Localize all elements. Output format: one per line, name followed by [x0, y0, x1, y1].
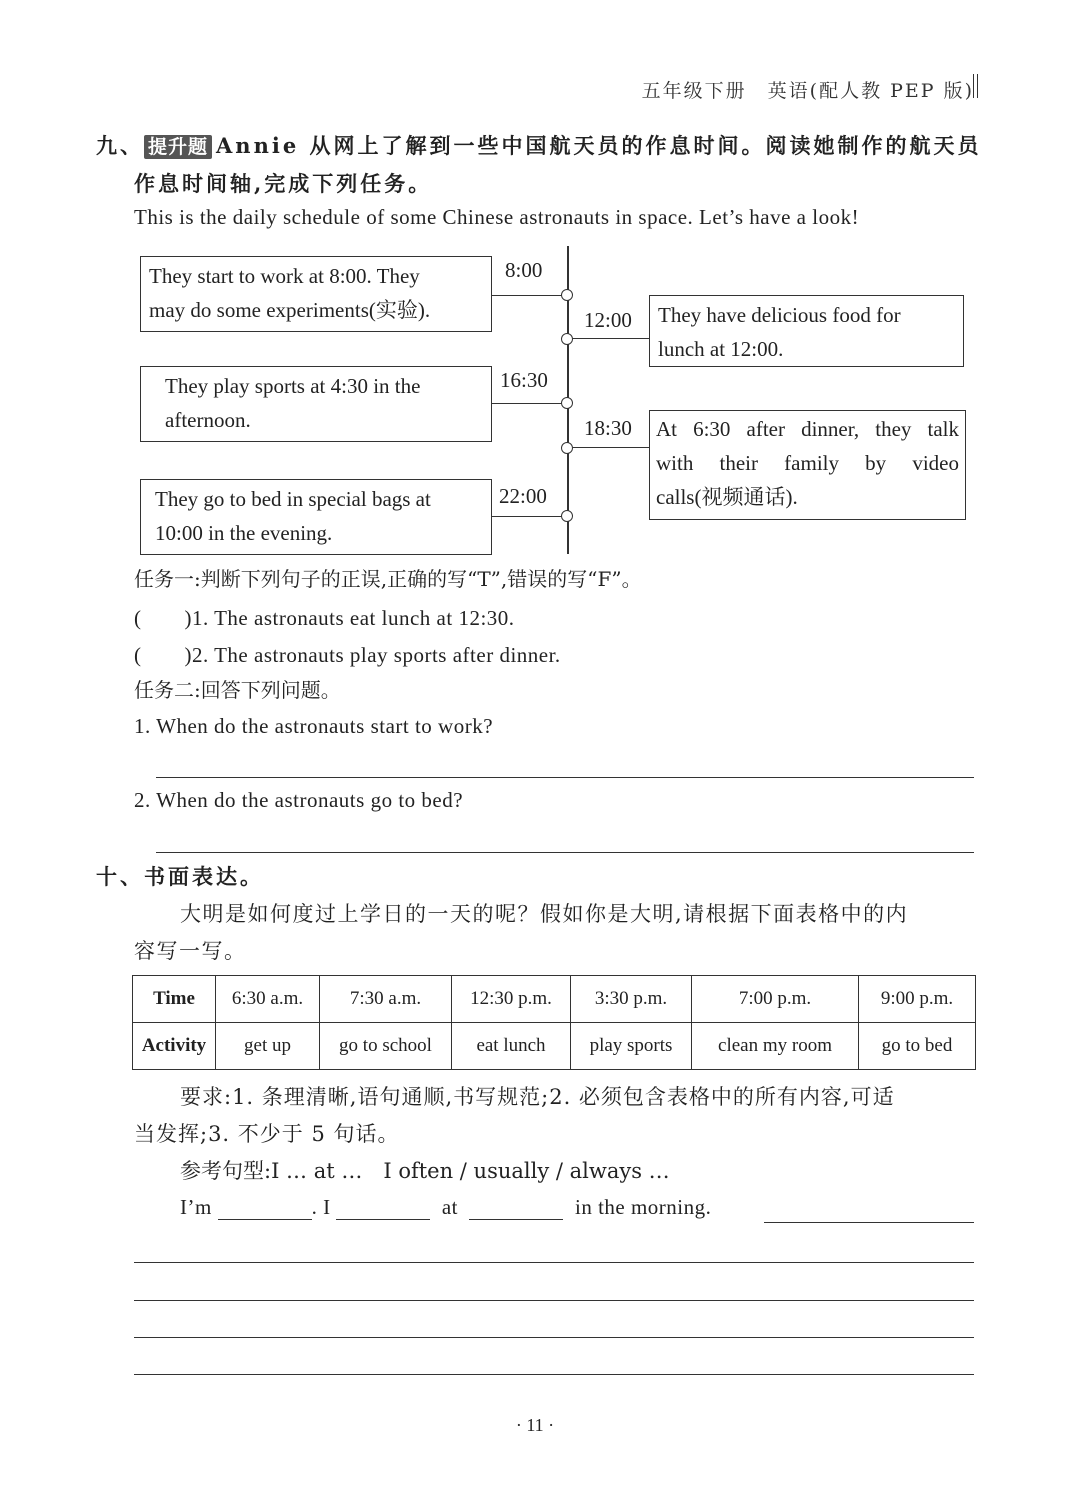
answer-line-2[interactable] — [156, 852, 974, 853]
box-1630-line2: afternoon. — [165, 408, 251, 432]
timeline-box-1830 — [649, 410, 966, 520]
time-cell: 9:00 p.m. — [859, 976, 976, 1023]
connector-0800 — [492, 295, 562, 296]
box-0800-line1: They start to work at 8:00. They — [149, 264, 420, 288]
time-cell: 12:30 p.m. — [452, 976, 571, 1023]
activity-cell: play sports — [571, 1023, 692, 1070]
starter-blank-2[interactable] — [336, 1197, 430, 1220]
difficulty-badge: 提升题 — [144, 135, 212, 159]
connector-1830 — [573, 447, 649, 448]
connector-2200 — [492, 516, 562, 517]
starter-word-4: in the morning. — [574, 1195, 712, 1219]
time-cell: 7:30 a.m. — [320, 976, 452, 1023]
timeline-node-1200 — [561, 333, 573, 345]
page-number: · 11 · — [515, 1415, 555, 1435]
starter-word-1: I’m — [180, 1195, 212, 1219]
timeline-node-0800 — [561, 289, 573, 301]
timeline-box-0800 — [140, 256, 492, 332]
box-1630-line1: They play sports at 4:30 in the — [165, 374, 421, 398]
task2-question-2: 2. When do the astronauts go to bed? — [134, 788, 464, 812]
schedule-table — [132, 975, 976, 1070]
page-header: 五年级下册 英语(配人教 PEP 版) — [641, 80, 974, 102]
box-2200-line2: 10:00 in the evening. — [155, 521, 333, 545]
activity-cell: go to bed — [859, 1023, 976, 1070]
timeline-node-1630 — [561, 397, 573, 409]
box-1830-line1: At 6:30 after dinner, they talk — [656, 417, 959, 441]
activity-cell: clean my room — [692, 1023, 859, 1070]
time-label-1830: 18:30 — [584, 416, 632, 440]
activity-cell: eat lunch — [452, 1023, 571, 1070]
time-cell: 3:30 p.m. — [571, 976, 692, 1023]
box-0800-line2: may do some experiments(实验). — [149, 298, 431, 322]
answer-line-1[interactable] — [156, 777, 974, 778]
time-label-1630: 16:30 — [500, 368, 548, 392]
requirement-line1: 要求:1. 条理清晰,语句通顺,书写规范;2. 必须包含表格中的所有内容,可适 — [180, 1085, 895, 1109]
schedule-time-row — [133, 976, 976, 1023]
timeline-node-1830 — [561, 442, 573, 454]
box-1830-line2: with their family by video — [656, 451, 959, 475]
writing-line-2[interactable] — [134, 1300, 974, 1301]
header-divider — [973, 74, 978, 98]
box-2200-line1: They go to bed in special bags at — [155, 487, 431, 511]
starter-word-2: . I — [311, 1195, 331, 1219]
box-1200-line1: They have delicious food for — [658, 303, 901, 327]
section9-title — [96, 127, 986, 164]
section9-intro: This is the daily schedule of some Chinese astronauts in space. Let’s have a look! — [134, 205, 860, 229]
writing-line-1[interactable] — [134, 1262, 974, 1263]
time-cell: 7:00 p.m. — [692, 976, 859, 1023]
writing-line-3[interactable] — [134, 1337, 974, 1338]
activity-row-header: Activity — [133, 1023, 216, 1070]
timeline-node-2200 — [561, 510, 573, 522]
timeline-box-2200 — [140, 479, 492, 555]
task2-question-1: 1. When do the astronauts start to work? — [134, 714, 494, 738]
box-1200-line2: lunch at 12:00. — [658, 337, 784, 361]
reference-sentences: 参考句型:I … at … I often / usually / always … — [180, 1159, 670, 1183]
timeline-box-1200 — [649, 295, 964, 367]
timeline-box-1630 — [140, 366, 492, 442]
task1-title: 任务一:判断下列句子的正误,正确的写“T”,错误的写“F”。 — [134, 567, 642, 591]
connector-1200 — [573, 338, 649, 339]
starter-sentence — [180, 1195, 711, 1220]
section10-prompt-line2: 容写一写。 — [134, 939, 247, 963]
section9-title-line1: Annie 从网上了解到一些中国航天员的作息时间。阅读她制作的航天员 — [216, 133, 982, 158]
task1-item-1: ( )1. The astronauts eat lunch at 12:30. — [134, 606, 515, 630]
section9-title-line2: 作息时间轴,完成下列任务。 — [134, 171, 433, 196]
box-1830-line3: calls(视频通话). — [656, 485, 798, 509]
requirement-line2: 当发挥;3. 不少于 5 句话。 — [134, 1122, 400, 1146]
time-row-header: Time — [133, 976, 216, 1023]
task1-item-2: ( )2. The astronauts play sports after dinner. — [134, 643, 561, 667]
section10-title: 十、书面表达。 — [96, 864, 264, 889]
activity-cell: get up — [216, 1023, 320, 1070]
activity-cell: go to school — [320, 1023, 452, 1070]
time-label-2200: 22:00 — [499, 484, 547, 508]
writing-line-4[interactable] — [134, 1374, 974, 1375]
section10-prompt-line1: 大明是如何度过上学日的一天的呢？假如你是大明,请根据下面表格中的内 — [180, 902, 909, 926]
starter-word-3: at — [441, 1195, 458, 1219]
starter-blank-3[interactable] — [469, 1197, 563, 1220]
time-label-1200: 12:00 — [584, 308, 632, 332]
task2-title: 任务二:回答下列问题。 — [134, 678, 341, 702]
starter-blank-1[interactable] — [218, 1197, 312, 1220]
connector-1630 — [492, 403, 562, 404]
writing-line-0[interactable] — [764, 1222, 974, 1223]
section9-number: 九、 — [96, 133, 144, 158]
time-label-0800: 8:00 — [505, 258, 543, 282]
time-cell: 6:30 a.m. — [216, 976, 320, 1023]
schedule-activity-row — [133, 1023, 976, 1070]
